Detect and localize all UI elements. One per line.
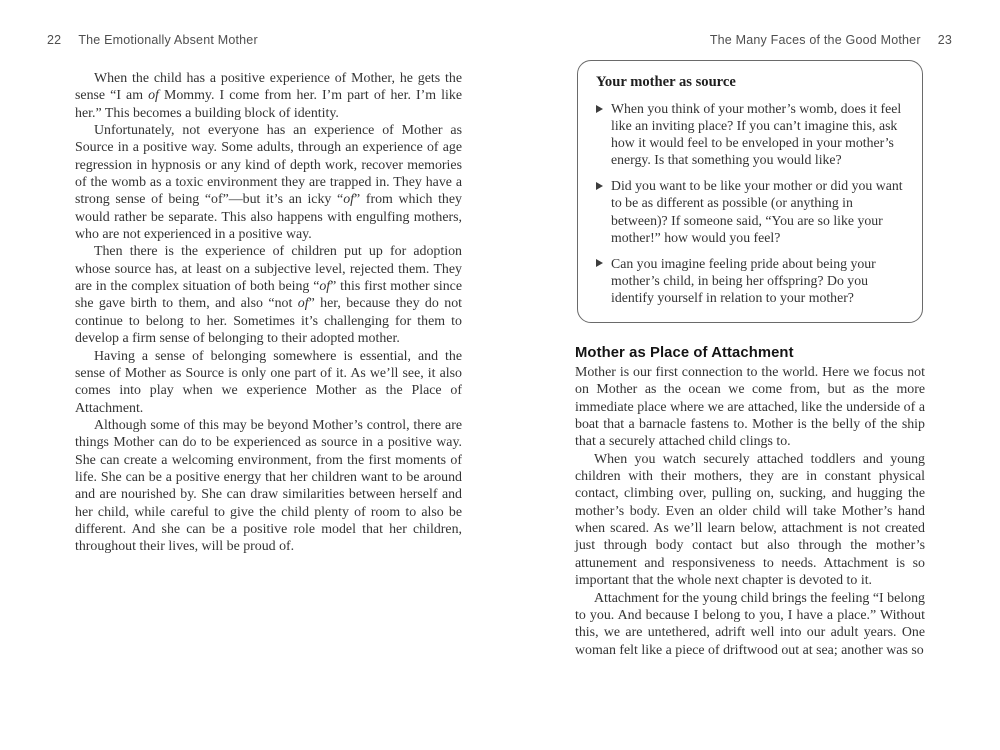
italic-run: of bbox=[148, 88, 159, 104]
text-run: When you watch securely attached toddlers and young children with their mothers, they are in constant physical contact, climbing over, pulling on, sucking, and hugging the mother’s body. Even an older child will take Mother’s hand when scared. As we’ll learn below, attachment is not created just through body contact but also through the mother’s attunement and responsiveness to needs. Attachment is so important that the whole next chapter is devoted to it. bbox=[575, 451, 925, 589]
exercise-bullet-item bbox=[596, 100, 906, 168]
exercise-bullet-text: Can you imagine feeling pride about being your mother’s child, in being her offspring? Do you identify yourself in relation to your mother? bbox=[611, 255, 876, 305]
text-run: Unfortunately, not everyone has an experience of Mother as Source in a positive way. Some adults, through an experience of age regression in hypnosis or any kind of depth work, recover memories of the womb as a toxic environment they are trapped in. They have a strong sense of being “of”—but it’s an icky “ bbox=[75, 123, 462, 208]
right-arrowhead-icon bbox=[596, 105, 603, 113]
exercise-bullet-item bbox=[596, 255, 906, 306]
text-run: ” from which they would rather be separate. This also happens with engulfing mothers, who are not experienced in a positive way. bbox=[75, 192, 462, 243]
exercise-bullet-item bbox=[596, 177, 906, 245]
paragraph bbox=[75, 122, 462, 243]
exercise-box-title: Your mother as source bbox=[596, 74, 736, 90]
right-page-body bbox=[575, 60, 925, 659]
paragraph bbox=[575, 364, 925, 451]
text-run: Attachment for the young child brings the feeling “I belong to you. And because I belong to you, I have a place.” Without this, we are untethered, adrift well into our adult years. One woman felt like a piece of driftwood out at sea; another was so bbox=[575, 590, 925, 658]
exercise-box-bullet-list bbox=[596, 100, 906, 306]
right-page-number: 23 bbox=[937, 33, 952, 47]
paragraph bbox=[575, 451, 925, 590]
exercise-bullet-text: When you think of your mother’s womb, does it feel like an inviting place? If you can’t imagine this, ask how it would feel to be enveloped in your mother’s energy. Is that something you would like? bbox=[611, 101, 902, 168]
italic-run: of bbox=[297, 296, 309, 312]
paragraph bbox=[75, 70, 462, 122]
text-run: Mother is our first connection to the world. Here we focus not on Mother as the ocean we come from, but as the more immediate place where we are attached, like the underside of a boat that a barnacle fastens to. Mother is the belly of the ship that a securely attached child clings to. bbox=[575, 365, 925, 450]
text-run: ” this first mother since she gave birth to them, and also “not bbox=[75, 279, 462, 312]
right-running-head bbox=[710, 33, 952, 47]
right-running-head-title: The Many Faces of the Good Mother bbox=[709, 33, 921, 47]
text-run: Having a sense of belonging somewhere is essential, and the sense of Mother as Source is only one part of it. As we’ll see, it also comes into play when we experience Mother as the Place of Attachment. bbox=[75, 348, 462, 416]
text-run: Although some of this may be beyond Mother’s control, there are things Mother can do to be experienced as source in a positive way. She can create a welcoming environment, from the first moments of life. She can be a positive energy that her children want to be around and are nourished by. She can draw similarities between herself and her child, while careful to give the child plenty of room to also be different. And she can be a positive role model that her children, throughout their lives, will be proud of. bbox=[75, 417, 462, 555]
right-arrowhead-icon bbox=[596, 182, 603, 190]
paragraph bbox=[75, 243, 462, 347]
text-run: When the child has a positive experience of Mother, he gets the sense “I am bbox=[75, 71, 462, 104]
left-page-body-text bbox=[75, 70, 462, 556]
exercise-bullet-text: Did you want to be like your mother or did you want to be as different as possible (or anything in between)? If someone said, “You are so like your mother!” how would you feel? bbox=[611, 178, 903, 245]
text-run: Mommy. I come from her. I’m part of her. I’m like her.” This becomes a building block of identity. bbox=[75, 88, 462, 121]
left-page-number: 22 bbox=[47, 33, 62, 47]
paragraph bbox=[575, 590, 925, 659]
section-heading: Mother as Place of Attachment bbox=[575, 345, 794, 362]
right-arrowhead-icon bbox=[596, 259, 603, 267]
left-running-head-title: The Emotionally Absent Mother bbox=[78, 33, 258, 47]
text-run: ” her, because they do not continue to belong to her. Sometimes it’s challenging for them to develop a firm sense of belonging to their adopted mother. bbox=[75, 296, 462, 347]
right-page-body-text bbox=[575, 364, 925, 659]
exercise-box bbox=[577, 60, 923, 323]
italic-run: of bbox=[343, 192, 354, 208]
paragraph bbox=[75, 417, 462, 556]
text-run: Then there is the experience of children put up for adoption whose source has, at least on a subjective level, rejected them. They are in the complex situation of both being “ bbox=[75, 244, 462, 295]
left-running-head bbox=[47, 33, 258, 47]
paragraph bbox=[75, 348, 462, 417]
italic-run: of bbox=[319, 279, 331, 295]
